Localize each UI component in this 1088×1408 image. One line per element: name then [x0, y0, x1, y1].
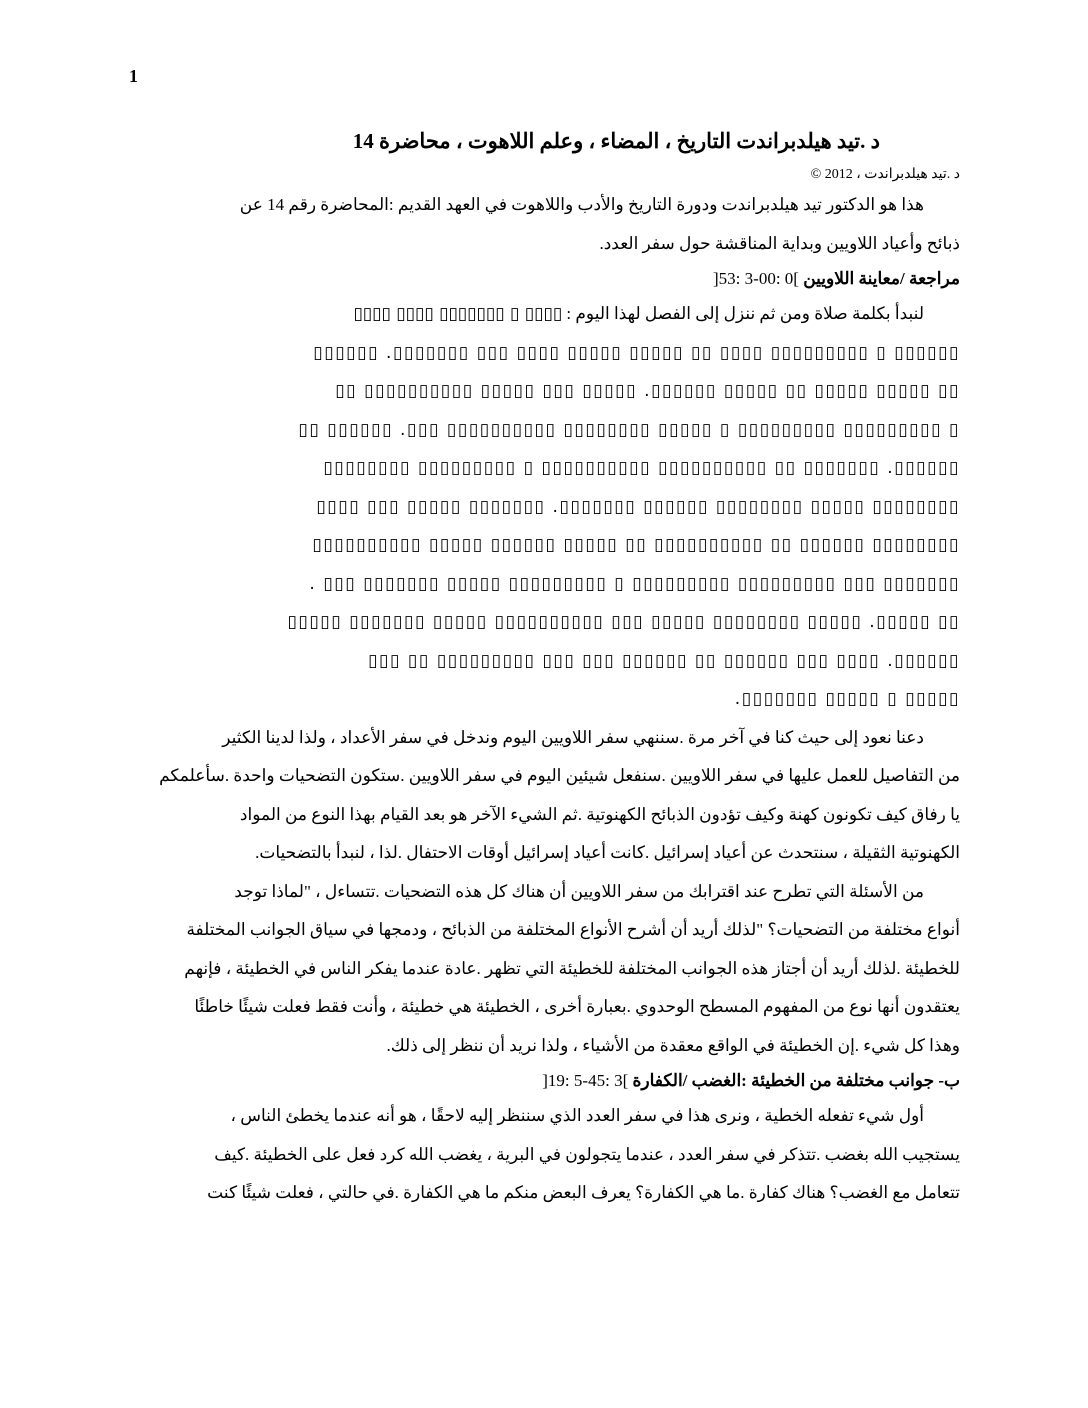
prayer-lead-text: لنبدأ بكلمة صلاة ومن ثم ننزل إلى الفصل لهذا اليوم :: [566, 304, 924, 323]
prayer-line: ▯▯▯▯▯▯. ▯▯▯▯▯▯▯ ▯▯ ▯▯▯▯▯▯▯▯▯▯ ▯▯▯▯▯▯▯▯▯▯ ▯ ▯▯▯▯▯▯▯▯▯ ▯▯▯▯▯▯▯▯: [323, 458, 960, 478]
prayer-line: ▯▯▯▯▯▯▯▯ ▯▯▯▯▯▯ ▯▯ ▯▯▯▯▯▯▯▯▯▯ ▯▯ ▯▯▯▯▯ ▯▯▯▯▯▯ ▯▯▯▯▯ ▯▯▯▯▯▯▯▯▯▯: [312, 535, 960, 555]
prayer-line: ▯▯▯▯▯▯▯▯ ▯▯▯▯▯ ▯▯▯▯▯▯▯▯ ▯▯▯▯▯▯ ▯▯▯▯▯▯▯. ▯▯▯▯▯▯▯ ▯▯▯▯▯ ▯▯▯ ▯▯▯▯: [316, 496, 960, 517]
paragraph-line: أول شيء تفعله الخطية ، ونرى هذا في سفر العدد الذي سننظر إليه لاحقًا ، هو أنه عندما يخطئ الناس ،: [230, 1106, 924, 1125]
section-heading-review: [126, 263, 960, 295]
paragraph-line: دعنا نعود إلى حيث كنا في آخر مرة .سننهي سفر اللاويين اليوم وندخل في سفر الأعداد ، ولذا لدينا الكثير: [222, 727, 924, 747]
document-body: [126, 124, 960, 1213]
paragraph-line: يا رفاق كيف تكونون كهنة وكيف تؤدون الذبائح الكهنوتية .ثم الشيء الآخر هو بعد القيام بهذا النوع من المواد: [239, 804, 960, 824]
paragraph-line: للخطيئة .لذلك أريد أن أجتاز هذه الجوانب المختلفة للخطيئة التي تظهر .عادة عندما يفكر الناس في الخطيئة ، فإنهم: [184, 958, 960, 978]
prayer-line: ▯▯▯▯▯▯▯ ▯▯▯ ▯▯▯▯▯▯▯▯▯ ▯▯▯▯▯▯▯▯▯ ▯ ▯▯▯▯▯▯▯▯▯ ▯▯▯▯▯ ▯▯▯▯▯▯▯ ▯▯▯ .: [309, 573, 960, 594]
prayer-line: ▯▯▯▯▯ ▯ ▯▯▯▯▯ ▯▯▯▯▯▯▯.: [734, 689, 960, 709]
questions-paragraph: [126, 873, 960, 1066]
intro-paragraph: [126, 186, 960, 263]
section-timestamp: ]0 :00-3 :53[: [712, 269, 799, 288]
prayer-line: ▯ ▯▯▯▯▯▯▯▯▯ ▯▯▯▯▯▯▯▯▯ ▯ ▯▯▯▯▯ ▯▯▯▯▯▯▯▯ ▯▯▯▯▯▯▯▯▯▯ ▯▯▯. ▯▯▯▯▯▯ ▯▯: [298, 419, 960, 440]
prayer-paragraph: [126, 295, 960, 719]
paragraph-line: الكهنوتية الثقيلة ، سنتحدث عن أعياد إسرائيل .كانت أعياد إسرائيل أوقات الاحتفال .لذا ، لنبدأ بالتضحيات.: [255, 843, 960, 862]
paragraph-line: من التفاصيل للعمل عليها في سفر اللاويين .سنفعل شيئين اليوم في سفر اللاويين .ستكون التضحيات واحدة .سأعلمكم: [159, 766, 960, 785]
prayer-missing-glyphs: ▯▯▯▯ ▯ ▯▯▯▯▯▯▯ ▯▯▯▯ ▯▯▯▯: [353, 304, 563, 324]
prayer-line: ▯▯▯▯▯▯ ▯ ▯▯▯▯▯▯▯▯▯ ▯▯▯▯ ▯▯ ▯▯▯▯▯ ▯▯▯▯▯ ▯▯▯▯ ▯▯▯ ▯▯▯▯▯▯▯. ▯▯▯▯▯▯: [313, 342, 960, 363]
copyright-line: د .تيد هيلدبراندت ، 2012 ©: [810, 167, 960, 182]
section-heading-text: ب- جوانب مختلفة من الخطيئة :الغضب /الكفارة: [632, 1071, 960, 1090]
prayer-line: [126, 295, 960, 334]
return-paragraph: [126, 719, 960, 873]
paragraph-line: وهذا كل شيء .إن الخطيئة في الواقع معقدة من الأشياء ، ولذا نريد أن ننظر إلى ذلك.: [386, 1035, 960, 1055]
section-heading-text: مراجعة /معاينة اللاويين: [803, 269, 960, 288]
prayer-line: ▯▯ ▯▯▯▯▯. ▯▯▯▯▯ ▯▯▯▯▯▯▯▯ ▯▯▯▯▯ ▯▯▯ ▯▯▯▯▯▯▯▯▯▯ ▯▯▯▯▯ ▯▯▯▯▯▯▯ ▯▯▯▯▯: [287, 612, 960, 632]
intro-line: ذبائح وأعياد اللاويين وبداية المناقشة حول سفر العدد.: [599, 233, 960, 253]
document-title: د .تيد هيلدبراندت التاريخ ، المضاء ، وعلم اللاهوت ، محاضرة 14: [352, 129, 880, 153]
paragraph-line: تتعامل مع الغضب؟ هناك كفارة .ما هي الكفارة؟ يعرف البعض منكم ما هي الكفارة .في حالتي ، فعلت شيئًا كنت: [207, 1183, 960, 1202]
intro-line: هذا هو الدكتور تيد هيلدبراندت ودورة التاريخ والأدب واللاهوت في العهد القديم :المحاضرة رقم 14 عن: [239, 195, 924, 214]
prayer-line: ▯▯ ▯▯▯▯▯ ▯▯▯▯▯ ▯▯ ▯▯▯▯▯ ▯▯▯▯▯▯. ▯▯▯▯▯ ▯▯▯ ▯▯▯▯▯ ▯▯▯▯▯▯▯▯▯▯ ▯▯: [335, 381, 960, 401]
paragraph-line: من الأسئلة التي تطرح عند اقترابك من سفر اللاويين أن هناك كل هذه التضحيات .تتساءل ، "لماذا توجد: [234, 881, 924, 901]
paragraph-line: يعتقدون أنها نوع من المفهوم المسطح الوحدوي .بعبارة أخرى ، الخطيئة هي خطيئة ، وأنت فقط فعلت شيئًا خاطئًا: [194, 997, 960, 1016]
section-heading-aspects: [126, 1065, 960, 1097]
page-number: 1: [129, 66, 138, 86]
anger-paragraph: [126, 1097, 960, 1213]
section-timestamp: ]3 :45-5 :19[: [542, 1071, 629, 1090]
paragraph-line: يستجيب الله بغضب .تتذكر في سفر العدد ، عندما يتجولون في البرية ، يغضب الله كرد فعل على الخطيئة .كيف: [214, 1144, 960, 1164]
prayer-line: ▯▯▯▯▯▯. ▯▯▯▯ ▯▯▯ ▯▯▯▯▯▯ ▯▯ ▯▯▯▯▯▯ ▯▯▯ ▯▯▯ ▯▯▯▯▯▯▯▯▯ ▯▯ ▯▯▯: [368, 650, 960, 671]
paragraph-line: أنواع مختلفة من التضحيات؟ "لذلك أريد أن أشرح الأنواع المختلفة من الذبائح ، ودمجها في سياق الجوانب المختلفة: [186, 920, 960, 939]
